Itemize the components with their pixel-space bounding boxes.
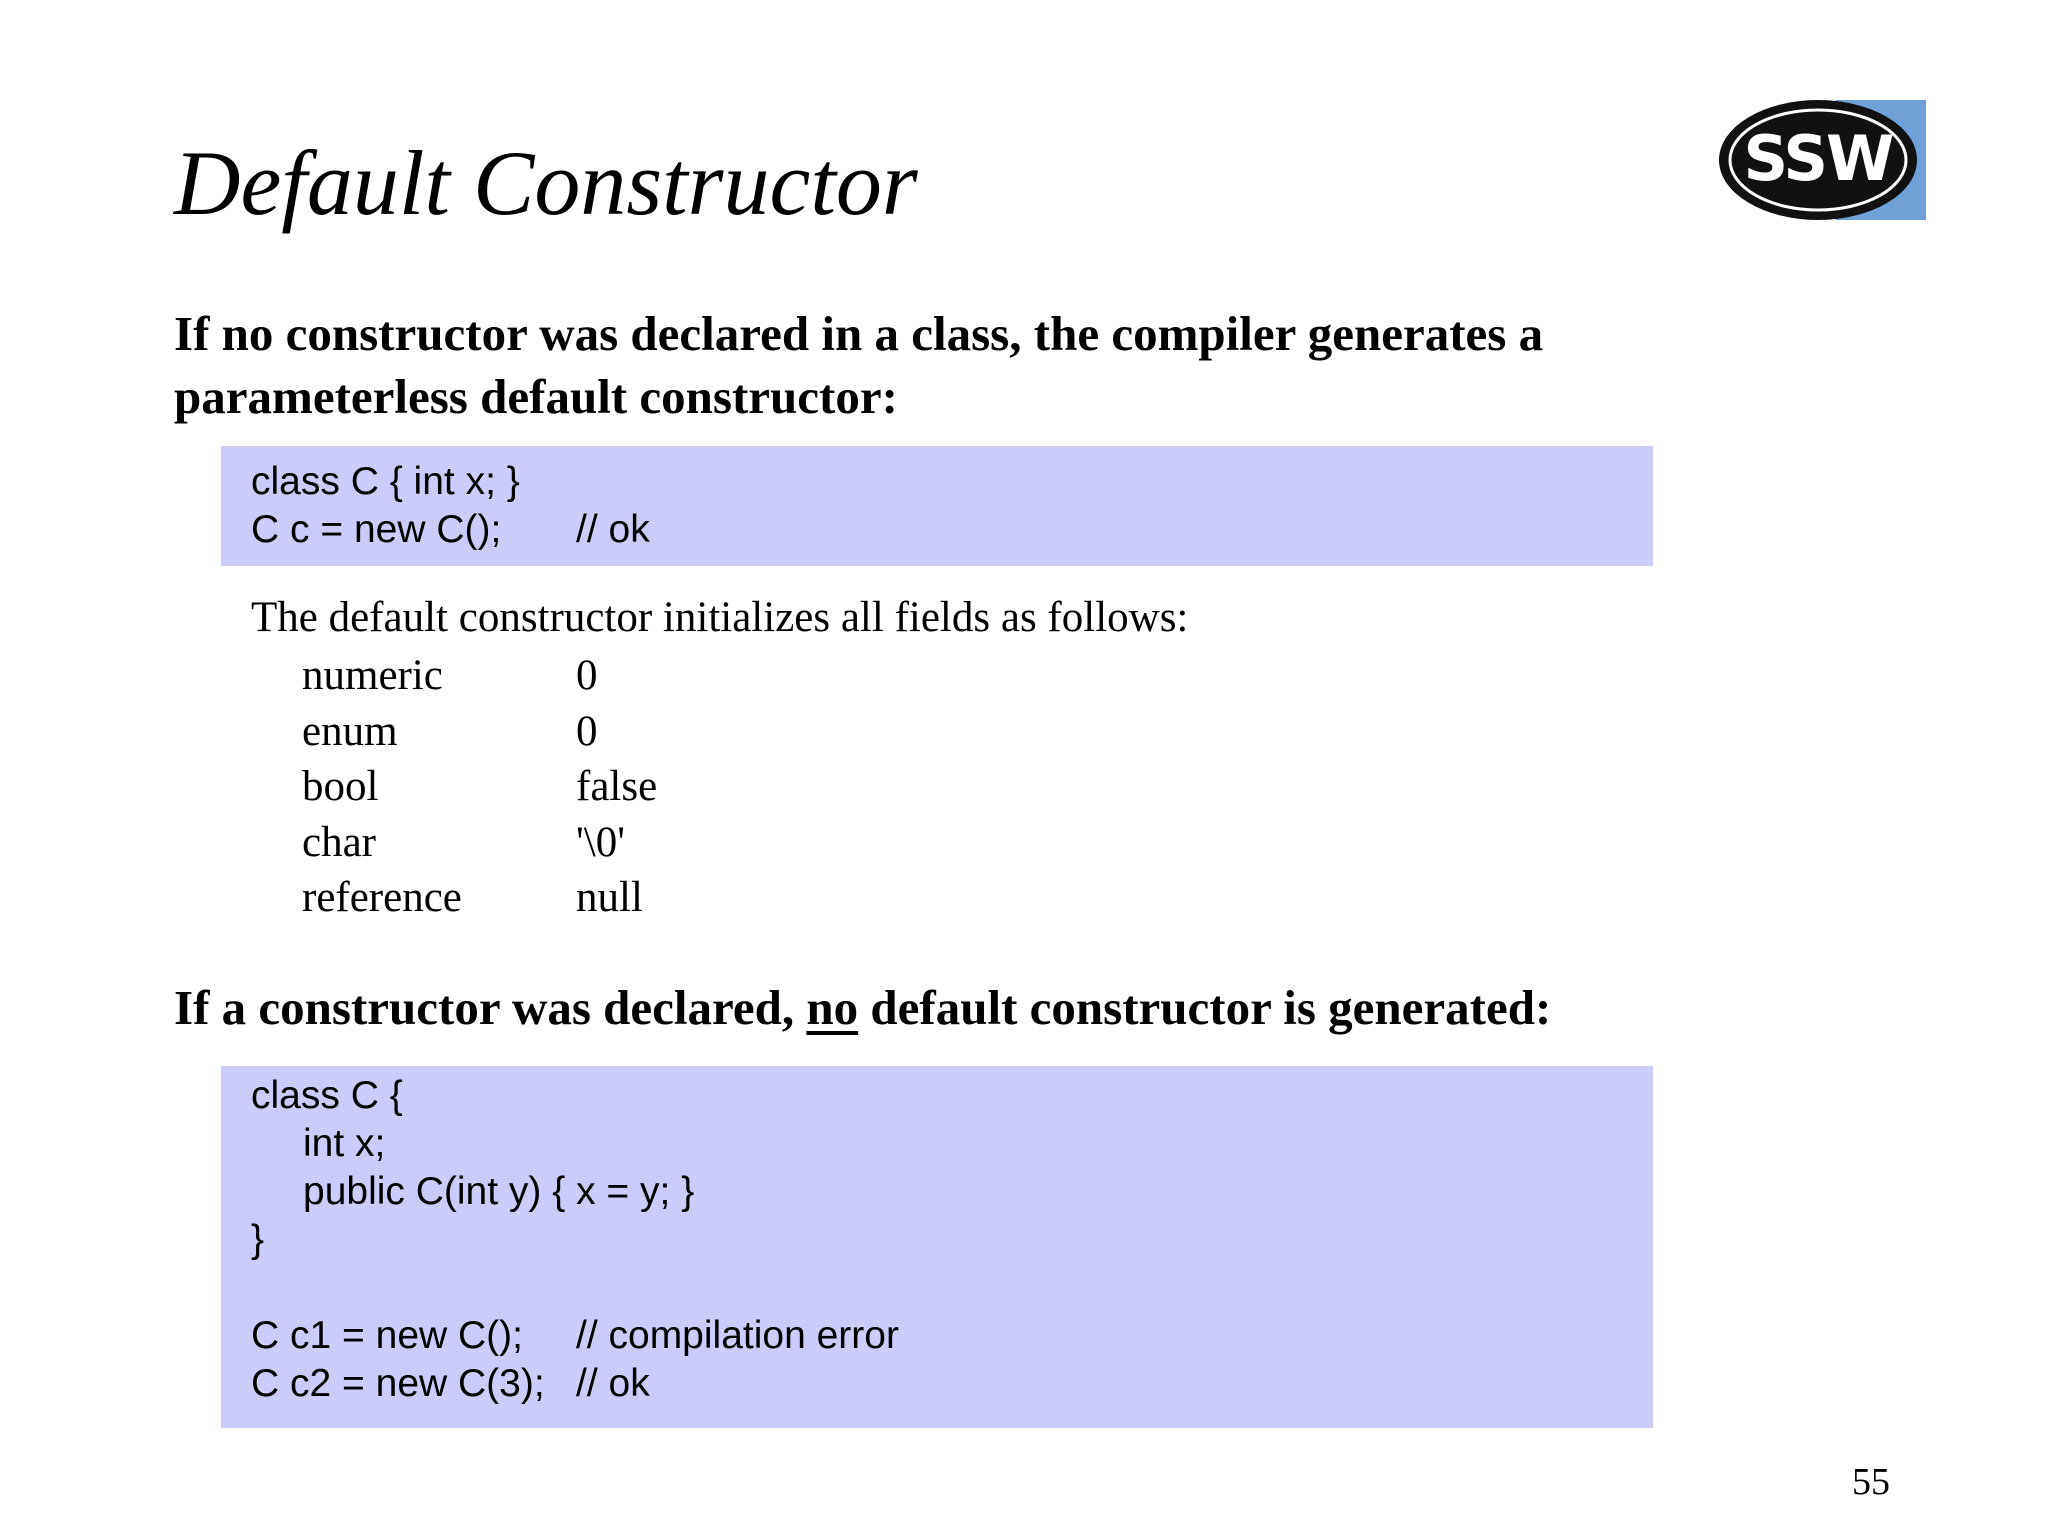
default-value: '\0'	[576, 818, 625, 866]
section2-heading-start: If a constructor was declared,	[174, 980, 807, 1035]
code-line	[251, 1072, 1653, 1120]
code-line	[251, 1168, 1653, 1216]
code-statement: int x;	[303, 1122, 386, 1165]
code-line	[251, 1216, 1653, 1264]
field-type: enum	[302, 707, 398, 755]
section2-heading-emphasis: no	[806, 980, 859, 1035]
page-number: 55	[1852, 1461, 1890, 1503]
default-value: 0	[576, 652, 598, 699]
code-block-default-ctor	[221, 446, 1653, 566]
default-value: null	[576, 874, 643, 921]
code-comment: // compilation error	[576, 1314, 899, 1357]
section2-heading	[174, 976, 1551, 1039]
ssw-logo	[1718, 98, 1928, 222]
code-statement: C c1 = new C();	[251, 1314, 523, 1357]
code-block-declared-ctor	[221, 1066, 1653, 1428]
code-line	[251, 1120, 1653, 1168]
logo-text: SSW	[1743, 122, 1893, 195]
code-statement: C c2 = new C(3);	[251, 1362, 545, 1405]
code-line	[251, 458, 1653, 506]
code-statement: class C {	[251, 1074, 403, 1117]
code-blank-line	[251, 1264, 1653, 1312]
field-type: char	[302, 818, 376, 866]
code-statement: C c = new C();	[251, 508, 502, 551]
code-comment: // ok	[576, 1362, 650, 1405]
section1-heading: If no constructor was declared in a class, the compiler generates a parameterless default constructor:	[174, 306, 1544, 424]
code-statement: class C { int x; }	[251, 460, 520, 503]
default-value: false	[576, 763, 658, 810]
code-line	[251, 1312, 1653, 1360]
field-type: bool	[302, 763, 379, 810]
code-line	[251, 506, 1653, 554]
default-value: 0	[576, 707, 598, 755]
section2-heading-end: default constructor is generated:	[858, 980, 1552, 1035]
code-line	[251, 1360, 1653, 1408]
initialization-intro: The default constructor initializes all fields as follows:	[251, 594, 1189, 641]
code-statement: }	[251, 1218, 265, 1261]
field-type: reference	[302, 874, 462, 921]
slide-title: Default Constructor	[174, 132, 918, 234]
code-comment: // ok	[576, 508, 650, 551]
code-statement: public C(int y) { x = y; }	[303, 1170, 695, 1213]
field-type: numeric	[302, 652, 443, 699]
